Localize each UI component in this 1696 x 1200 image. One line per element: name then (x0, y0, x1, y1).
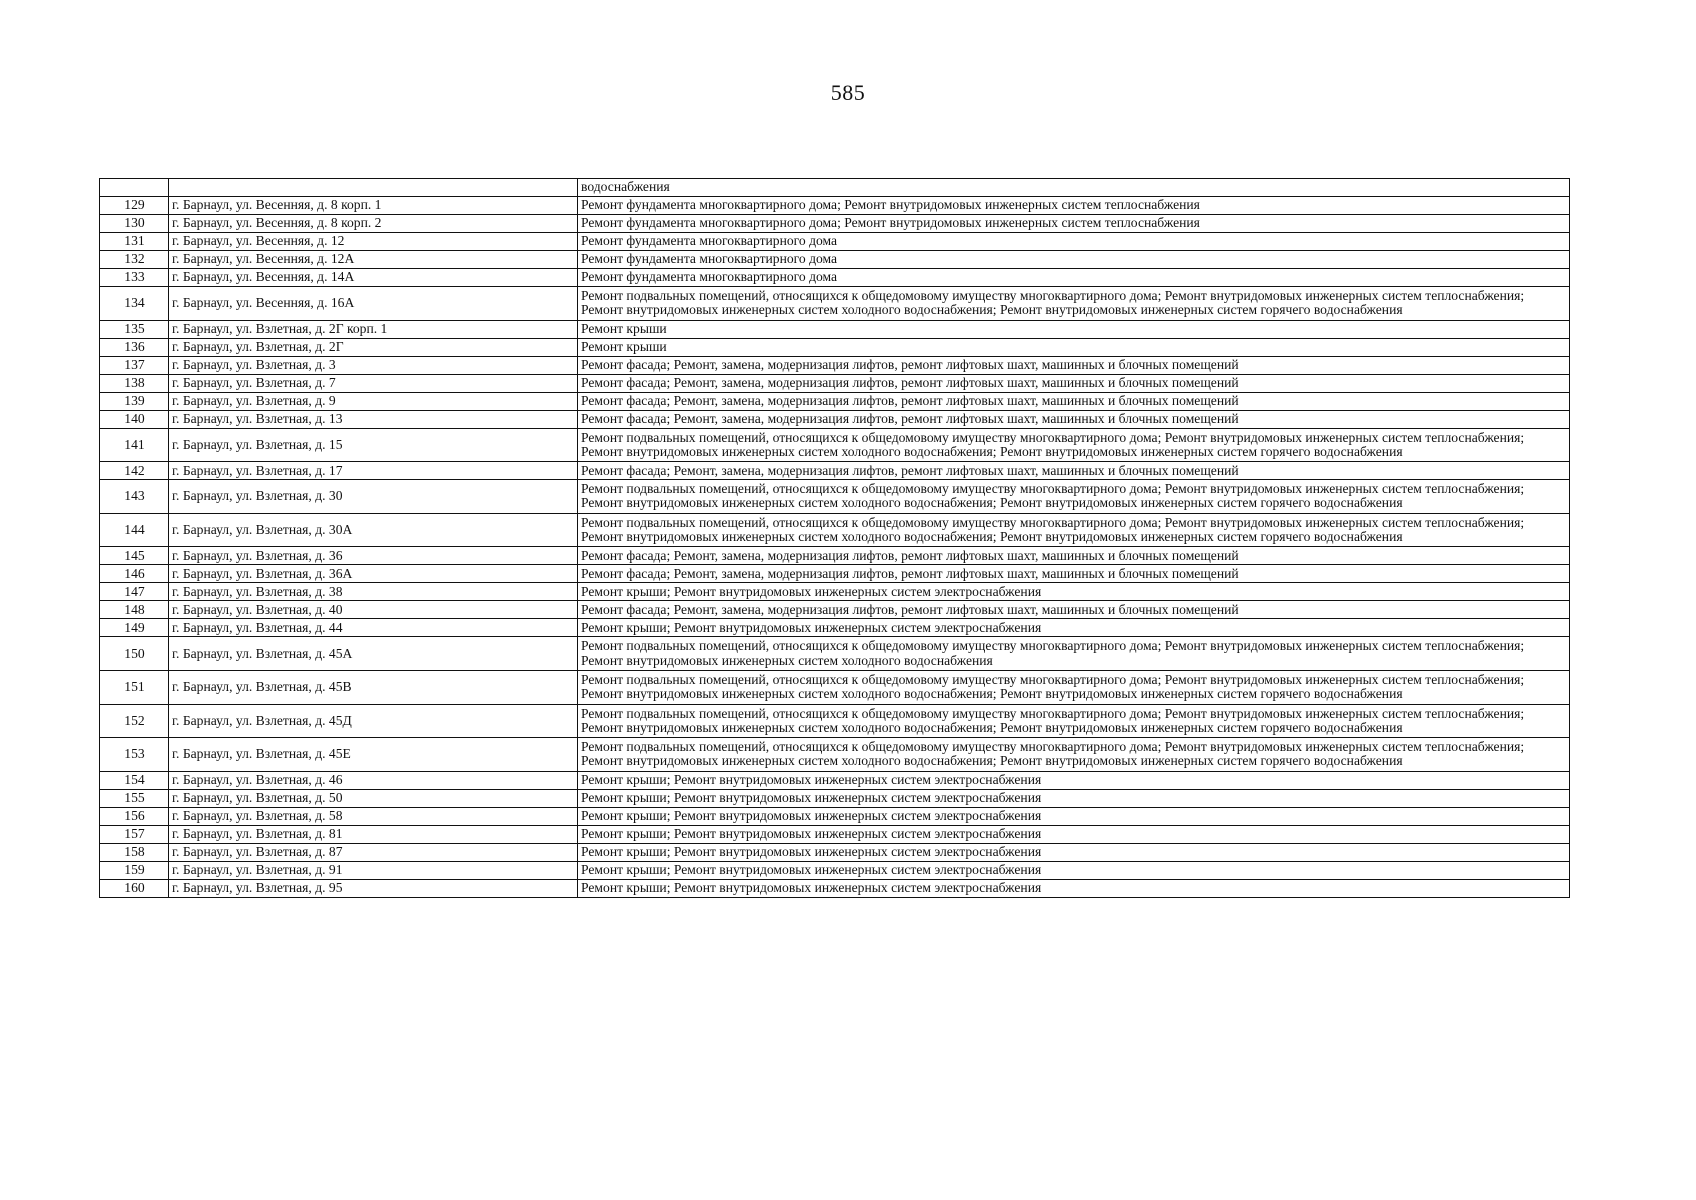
table-row (100, 738, 1570, 772)
row-number-cell: 140 (100, 410, 169, 428)
works-cell: Ремонт подвальных помещений, относящихся к общедомовому имуществу многоквартирного дома; Ремонт внутридомовых инженерных систем теплоснабжения; Ремонт внутридомовых инженерных систем холодного водоснабжения (578, 637, 1570, 671)
table-row (100, 789, 1570, 807)
works-cell: Ремонт крыши; Ремонт внутридомовых инженерных систем электроснабжения (578, 619, 1570, 637)
row-number-cell: 138 (100, 374, 169, 392)
address-cell: г. Барнаул, ул. Взлетная, д. 40 (169, 601, 578, 619)
address-cell: г. Барнаул, ул. Взлетная, д. 17 (169, 462, 578, 480)
table-row (100, 179, 1570, 197)
address-cell: г. Барнаул, ул. Взлетная, д. 30 (169, 480, 578, 514)
row-number-cell: 147 (100, 583, 169, 601)
works-cell: Ремонт крыши (578, 320, 1570, 338)
table-row (100, 197, 1570, 215)
row-number-cell: 155 (100, 789, 169, 807)
row-number-cell: 135 (100, 320, 169, 338)
address-cell: г. Барнаул, ул. Весенняя, д. 8 корп. 2 (169, 215, 578, 233)
address-cell: г. Барнаул, ул. Взлетная, д. 44 (169, 619, 578, 637)
address-cell: г. Барнаул, ул. Взлетная, д. 2Г корп. 1 (169, 320, 578, 338)
row-number-cell: 152 (100, 704, 169, 738)
address-cell: г. Барнаул, ул. Взлетная, д. 30А (169, 513, 578, 547)
address-cell: г. Барнаул, ул. Взлетная, д. 50 (169, 789, 578, 807)
works-cell: Ремонт фундамента многоквартирного дома (578, 269, 1570, 287)
works-cell: Ремонт крыши; Ремонт внутридомовых инженерных систем электроснабжения (578, 789, 1570, 807)
table-row (100, 637, 1570, 671)
table-row (100, 374, 1570, 392)
address-cell: г. Барнаул, ул. Взлетная, д. 9 (169, 392, 578, 410)
row-number-cell: 157 (100, 825, 169, 843)
table-row (100, 410, 1570, 428)
row-number-cell: 153 (100, 738, 169, 772)
address-cell: г. Барнаул, ул. Взлетная, д. 38 (169, 583, 578, 601)
address-cell: г. Барнаул, ул. Взлетная, д. 2Г (169, 338, 578, 356)
row-number-cell: 142 (100, 462, 169, 480)
works-cell: Ремонт подвальных помещений, относящихся к общедомовому имуществу многоквартирного дома; Ремонт внутридомовых инженерных систем теплоснабжения; Ремонт внутридомовых инженерных систем холодного водоснабжения; Ремонт внутридомовых инженерных систем горячего водоснабжения (578, 480, 1570, 514)
works-cell: Ремонт фундамента многоквартирного дома; Ремонт внутридомовых инженерных систем теплоснабжения (578, 215, 1570, 233)
address-cell: г. Барнаул, ул. Взлетная, д. 45Д (169, 704, 578, 738)
address-cell: г. Барнаул, ул. Взлетная, д. 45Е (169, 738, 578, 772)
address-cell: г. Барнаул, ул. Взлетная, д. 13 (169, 410, 578, 428)
row-number-cell: 132 (100, 251, 169, 269)
works-cell: Ремонт фасада; Ремонт, замена, модернизация лифтов, ремонт лифтовых шахт, машинных и блочных помещений (578, 547, 1570, 565)
works-cell: Ремонт подвальных помещений, относящихся к общедомовому имуществу многоквартирного дома; Ремонт внутридомовых инженерных систем теплоснабжения; Ремонт внутридомовых инженерных систем холодного водоснабжения; Ремонт внутридомовых инженерных систем горячего водоснабжения (578, 428, 1570, 462)
row-number-cell: 150 (100, 637, 169, 671)
row-number-cell: 145 (100, 547, 169, 565)
address-cell: г. Барнаул, ул. Взлетная, д. 87 (169, 843, 578, 861)
address-cell: г. Барнаул, ул. Взлетная, д. 7 (169, 374, 578, 392)
row-number-cell: 133 (100, 269, 169, 287)
table-row (100, 392, 1570, 410)
row-number-cell: 141 (100, 428, 169, 462)
row-number-cell: 144 (100, 513, 169, 547)
address-cell: г. Барнаул, ул. Весенняя, д. 12А (169, 251, 578, 269)
row-number-cell: 154 (100, 771, 169, 789)
row-number-cell: 158 (100, 843, 169, 861)
row-number-cell (100, 179, 169, 197)
row-number-cell: 148 (100, 601, 169, 619)
row-number-cell: 149 (100, 619, 169, 637)
row-number-cell: 160 (100, 879, 169, 897)
row-number-cell: 131 (100, 233, 169, 251)
table-row (100, 215, 1570, 233)
table-row (100, 670, 1570, 704)
address-cell: г. Барнаул, ул. Взлетная, д. 91 (169, 861, 578, 879)
repair-works-table (99, 178, 1570, 898)
table-row (100, 879, 1570, 897)
works-cell: Ремонт крыши (578, 338, 1570, 356)
address-cell: г. Барнаул, ул. Взлетная, д. 3 (169, 356, 578, 374)
works-cell: Ремонт фундамента многоквартирного дома; Ремонт внутридомовых инженерных систем теплоснабжения (578, 197, 1570, 215)
row-number-cell: 136 (100, 338, 169, 356)
table-body (100, 179, 1570, 898)
row-number-cell: 146 (100, 565, 169, 583)
table-row (100, 480, 1570, 514)
works-cell: Ремонт крыши; Ремонт внутридомовых инженерных систем электроснабжения (578, 825, 1570, 843)
table-row (100, 825, 1570, 843)
address-cell: г. Барнаул, ул. Весенняя, д. 12 (169, 233, 578, 251)
address-cell: г. Барнаул, ул. Взлетная, д. 46 (169, 771, 578, 789)
works-cell: Ремонт крыши; Ремонт внутридомовых инженерных систем электроснабжения (578, 583, 1570, 601)
table-row (100, 771, 1570, 789)
works-cell: Ремонт фасада; Ремонт, замена, модернизация лифтов, ремонт лифтовых шахт, машинных и блочных помещений (578, 356, 1570, 374)
address-cell: г. Барнаул, ул. Взлетная, д. 95 (169, 879, 578, 897)
row-number-cell: 143 (100, 480, 169, 514)
table-row (100, 462, 1570, 480)
row-number-cell: 134 (100, 287, 169, 321)
table-row (100, 583, 1570, 601)
table-row (100, 601, 1570, 619)
works-cell: Ремонт фасада; Ремонт, замена, модернизация лифтов, ремонт лифтовых шахт, машинных и блочных помещений (578, 601, 1570, 619)
works-cell: Ремонт фасада; Ремонт, замена, модернизация лифтов, ремонт лифтовых шахт, машинных и блочных помещений (578, 462, 1570, 480)
table-row (100, 619, 1570, 637)
address-cell: г. Барнаул, ул. Взлетная, д. 15 (169, 428, 578, 462)
table-row (100, 338, 1570, 356)
address-cell: г. Барнаул, ул. Взлетная, д. 36А (169, 565, 578, 583)
works-cell: Ремонт крыши; Ремонт внутридомовых инженерных систем электроснабжения (578, 861, 1570, 879)
address-cell: г. Барнаул, ул. Взлетная, д. 45В (169, 670, 578, 704)
table-row (100, 704, 1570, 738)
table-row (100, 861, 1570, 879)
row-number-cell: 129 (100, 197, 169, 215)
address-cell: г. Барнаул, ул. Взлетная, д. 36 (169, 547, 578, 565)
works-cell: Ремонт подвальных помещений, относящихся к общедомовому имуществу многоквартирного дома; Ремонт внутридомовых инженерных систем теплоснабжения; Ремонт внутридомовых инженерных систем холодного водоснабжения; Ремонт внутридомовых инженерных систем горячего водоснабжения (578, 670, 1570, 704)
address-cell: г. Барнаул, ул. Взлетная, д. 45А (169, 637, 578, 671)
works-cell: Ремонт подвальных помещений, относящихся к общедомовому имуществу многоквартирного дома; Ремонт внутридомовых инженерных систем теплоснабжения; Ремонт внутридомовых инженерных систем холодного водоснабжения; Ремонт внутридомовых инженерных систем горячего водоснабжения (578, 704, 1570, 738)
works-cell: Ремонт крыши; Ремонт внутридомовых инженерных систем электроснабжения (578, 843, 1570, 861)
works-cell: Ремонт подвальных помещений, относящихся к общедомовому имуществу многоквартирного дома; Ремонт внутридомовых инженерных систем теплоснабжения; Ремонт внутридомовых инженерных систем холодного водоснабжения; Ремонт внутридомовых инженерных систем горячего водоснабжения (578, 738, 1570, 772)
works-cell: Ремонт подвальных помещений, относящихся к общедомовому имуществу многоквартирного дома; Ремонт внутридомовых инженерных систем теплоснабжения; Ремонт внутридомовых инженерных систем холодного водоснабжения; Ремонт внутридомовых инженерных систем горячего водоснабжения (578, 287, 1570, 321)
address-cell: г. Барнаул, ул. Весенняя, д. 14А (169, 269, 578, 287)
works-cell: Ремонт крыши; Ремонт внутридомовых инженерных систем электроснабжения (578, 879, 1570, 897)
works-cell: Ремонт фундамента многоквартирного дома (578, 233, 1570, 251)
works-cell: Ремонт фундамента многоквартирного дома (578, 251, 1570, 269)
row-number-cell: 159 (100, 861, 169, 879)
table-row (100, 320, 1570, 338)
address-cell: г. Барнаул, ул. Взлетная, д. 81 (169, 825, 578, 843)
works-cell: Ремонт фасада; Ремонт, замена, модернизация лифтов, ремонт лифтовых шахт, машинных и блочных помещений (578, 392, 1570, 410)
address-cell: г. Барнаул, ул. Взлетная, д. 58 (169, 807, 578, 825)
page-number: 585 (830, 80, 866, 105)
table-row (100, 547, 1570, 565)
works-cell: Ремонт крыши; Ремонт внутридомовых инженерных систем электроснабжения (578, 771, 1570, 789)
row-number-cell: 139 (100, 392, 169, 410)
table-row (100, 428, 1570, 462)
table-row (100, 565, 1570, 583)
address-cell: г. Барнаул, ул. Весенняя, д. 8 корп. 1 (169, 197, 578, 215)
table-row (100, 269, 1570, 287)
table-row (100, 807, 1570, 825)
works-cell: Ремонт фасада; Ремонт, замена, модернизация лифтов, ремонт лифтовых шахт, машинных и блочных помещений (578, 374, 1570, 392)
works-cell: Ремонт фасада; Ремонт, замена, модернизация лифтов, ремонт лифтовых шахт, машинных и блочных помещений (578, 565, 1570, 583)
table-row (100, 287, 1570, 321)
table-row (100, 233, 1570, 251)
row-number-cell: 137 (100, 356, 169, 374)
works-cell: Ремонт крыши; Ремонт внутридомовых инженерных систем электроснабжения (578, 807, 1570, 825)
address-cell (169, 179, 578, 197)
address-cell: г. Барнаул, ул. Весенняя, д. 16А (169, 287, 578, 321)
row-number-cell: 130 (100, 215, 169, 233)
works-cell: водоснабжения (578, 179, 1570, 197)
table-row (100, 513, 1570, 547)
works-cell: Ремонт подвальных помещений, относящихся к общедомовому имуществу многоквартирного дома; Ремонт внутридомовых инженерных систем теплоснабжения; Ремонт внутридомовых инженерных систем холодного водоснабжения; Ремонт внутридомовых инженерных систем горячего водоснабжения (578, 513, 1570, 547)
table-row (100, 251, 1570, 269)
table-row (100, 356, 1570, 374)
row-number-cell: 156 (100, 807, 169, 825)
table-row (100, 843, 1570, 861)
works-cell: Ремонт фасада; Ремонт, замена, модернизация лифтов, ремонт лифтовых шахт, машинных и блочных помещений (578, 410, 1570, 428)
row-number-cell: 151 (100, 670, 169, 704)
